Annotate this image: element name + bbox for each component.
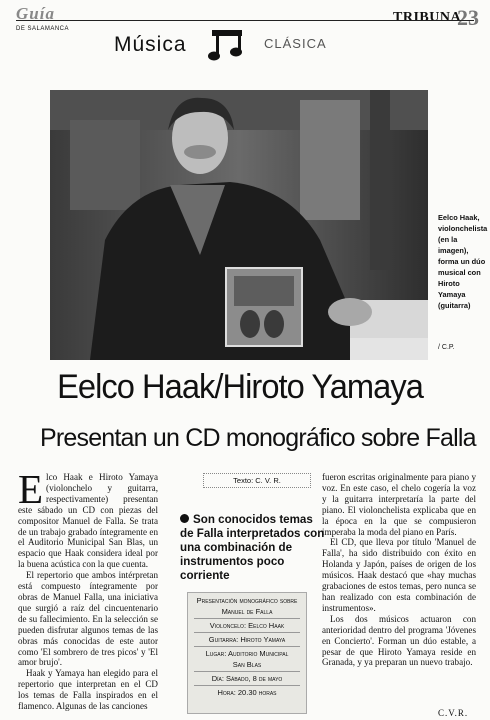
divider <box>194 671 300 672</box>
author-signoff: C.V.R. <box>438 708 469 718</box>
divider <box>194 646 300 647</box>
info-line: Manuel de Falla <box>221 607 273 616</box>
article-paragraph: fueron escritas originalmente para piano y voz. En este caso, el chelo cogería la voz y la guitarra interpretaría la parte del piano. El violonchelista explicaba que en la época en la que se compusieron imperaba la moda del piano en París. <box>322 472 476 537</box>
text-credit: Texto: C. V. R. <box>203 473 311 488</box>
header-rule <box>16 20 474 21</box>
drop-cap: E <box>18 466 44 512</box>
article-photo <box>50 90 428 360</box>
section-title: Música <box>114 33 187 56</box>
photo-credit: / C.P. <box>438 344 455 351</box>
article-paragraph: Elco Haak e Hiroto Yamaya (violonchelo y guitarra, respectivamente) presentan este sábado un CD con piezas del compositor Manuel de Falla. Se trata de un trabajo grabado íntegramente en el Auditorio Municipal San Blas, un espacio que Haak considera ideal por la buena acústica con la que cuenta. <box>18 466 158 570</box>
article-headline: Eelco Haak/Hiroto Yamaya <box>57 368 423 406</box>
article-paragraph: El CD, que lleva por título 'Manuel de Falla', ha sido distribuido con éxito en Holanda y Japón, países de origen de los músicos. Haak destacó que «hay muchas grabaciones de estos temas, pero nunca se han realizado con esta combinación de instrumentos». <box>322 537 476 613</box>
section-subtitle: CLÁSICA <box>264 36 327 51</box>
info-line: Día: Sábado, 8 de mayo <box>211 674 283 683</box>
pull-quote: Son conocidos temas de Falla interpretados con una combinación de instrumentos poco corriente <box>180 513 325 582</box>
info-line: Violoncelo: Eelco Haak <box>209 621 285 630</box>
page-number: 23 <box>457 5 479 30</box>
bullet-icon <box>180 514 189 523</box>
event-info-box <box>187 592 307 714</box>
music-notes-icon <box>207 27 247 63</box>
info-line: Lugar: Auditorio Municipal <box>205 649 289 658</box>
article-column-1 <box>18 466 158 712</box>
article-paragraph: Los dos músicos actuaron con anterioridad dentro del programa 'Jóvenes en Concierto'. Forman un dúo estable, a pesar de que Hiroto Yamaya reside en Granada, y ya preparan un nuevo trabajo. <box>322 613 476 668</box>
newspaper-name: TRIBUNA <box>393 10 462 25</box>
photo-caption: Eelco Haak, violonchelista (en la imagen), forma un dúo musical con Hiroto Yamaya (guitarra) <box>438 213 488 310</box>
info-line: Guitarra: Hiroto Yamaya <box>208 635 286 644</box>
info-line: San Blas <box>232 660 262 669</box>
divider <box>194 632 300 633</box>
masthead-logo: Guía <box>16 4 55 23</box>
article-paragraph: El repertorio que ambos intérpretan está compuesto íntegramente por obras de Manuel Falla, una iniciativa que surgió a raíz del cincuentenario de su fallecimiento. En la selección se pueden disfrutar algunos temas de las obras más conocidas de este autor como 'El sombrero de tres picos' y 'El amor brujo'. <box>18 570 158 668</box>
divider <box>194 618 300 619</box>
article-column-3 <box>322 472 476 668</box>
article-paragraph: Haak y Yamaya han elegido para el repertorio que interpretan en el CD los temas de Falla inspirados en el flamenco. Algunas de las canciones <box>18 668 158 712</box>
divider <box>194 685 300 686</box>
article-subheadline: Presentan un CD monográfico sobre Falla <box>40 424 476 452</box>
info-line: Hora: 20.30 horas <box>217 688 277 697</box>
masthead-subtitle: DE SALAMANCA <box>16 26 70 32</box>
info-line: Presentación monográfico sobre <box>196 596 298 605</box>
